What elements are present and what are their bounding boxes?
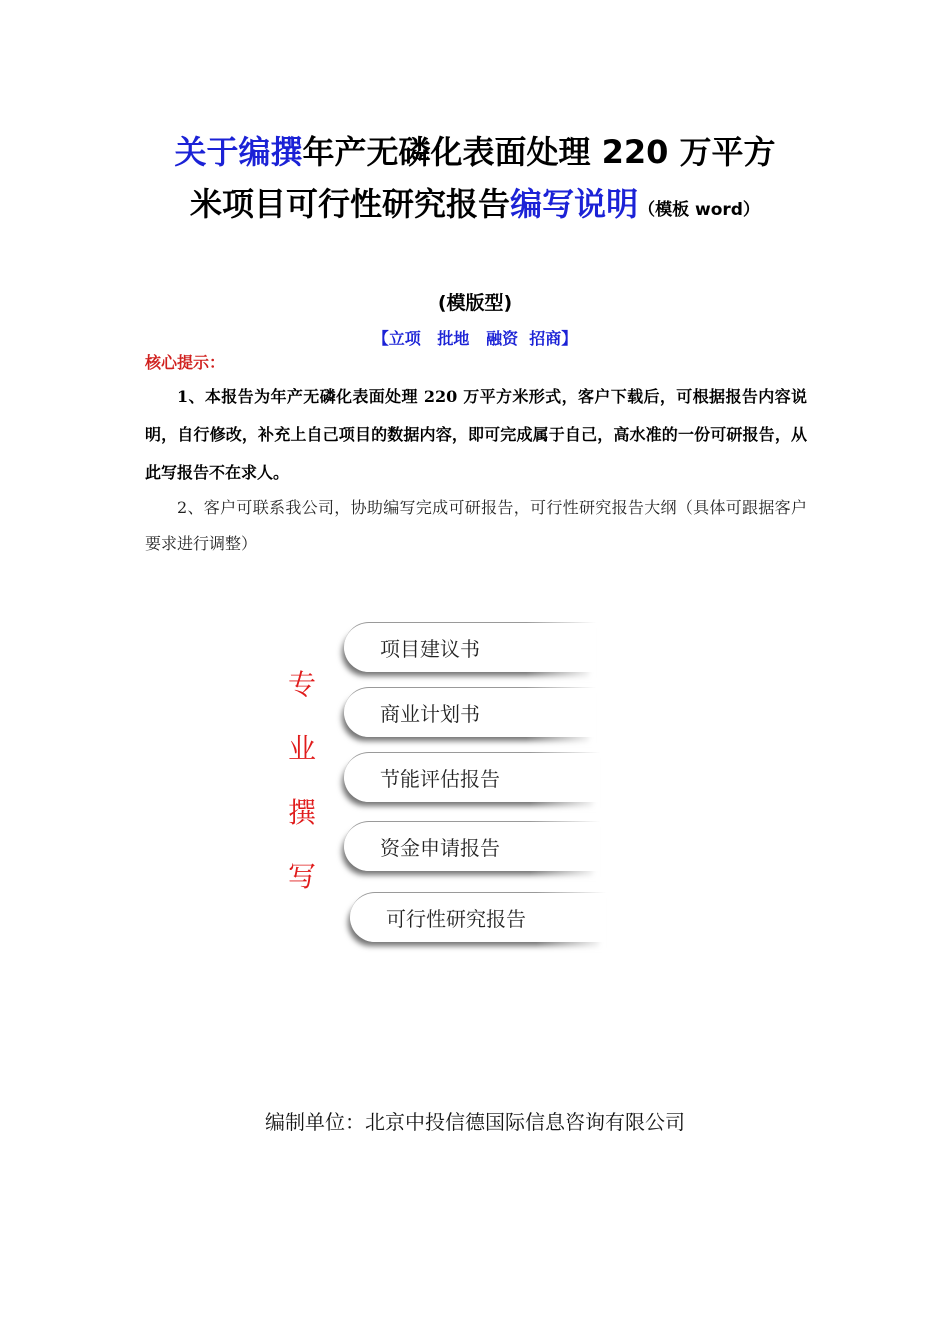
vertical-label	[282, 665, 322, 921]
service-item-feasibility-study	[350, 892, 606, 942]
service-item-funding-application	[344, 821, 600, 871]
vertical-char: 专	[287, 668, 316, 701]
title-text-2: 米项目可行性研究报告	[190, 185, 511, 223]
title-highlight-1: 关于编撰	[174, 133, 303, 171]
title-highlight-2: 编写说明	[510, 185, 639, 223]
service-item-energy-assessment	[344, 752, 600, 802]
hint-heading: 核心提示：	[145, 353, 226, 372]
service-label: 商业计划书	[380, 702, 480, 726]
service-label: 项目建议书	[380, 637, 480, 661]
title-text-1: 年产无磷化表面处理 220 万平方	[302, 133, 776, 171]
vertical-char: 写	[287, 860, 316, 893]
vertical-char: 撰	[287, 796, 316, 829]
service-label: 可行性研究报告	[386, 907, 526, 931]
subtitle: (模版型)	[437, 292, 513, 314]
service-label: 资金申请报告	[380, 836, 500, 860]
paragraph-1: 1、本报告为年产无磷化表面处理 220 万平方米形式，客户下载后，可根据报告内容说明，自行修改，补充上自己项目的数据内容，即可完成属于自己，高水准的一份可研报告，从此写报告不在求人。	[145, 387, 807, 482]
compiler-footer: 编制单位：北京中投信德国际信息咨询有限公司	[265, 1110, 685, 1134]
title-template-note: （模板 word）	[638, 200, 760, 220]
paragraph-2: 2、客户可联系我公司，协助编写完成可研报告，可行性研究报告大纲（具体可跟据客户要求进行调整）	[145, 498, 807, 553]
tag-line: 【立项 批地 融资 招商】	[372, 329, 578, 348]
title-line-1	[100, 128, 850, 176]
service-label: 节能评估报告	[380, 767, 500, 791]
vertical-char: 业	[287, 732, 316, 765]
service-item-business-plan	[344, 687, 596, 737]
title-line-2	[100, 180, 850, 234]
service-item-proposal	[344, 622, 596, 672]
